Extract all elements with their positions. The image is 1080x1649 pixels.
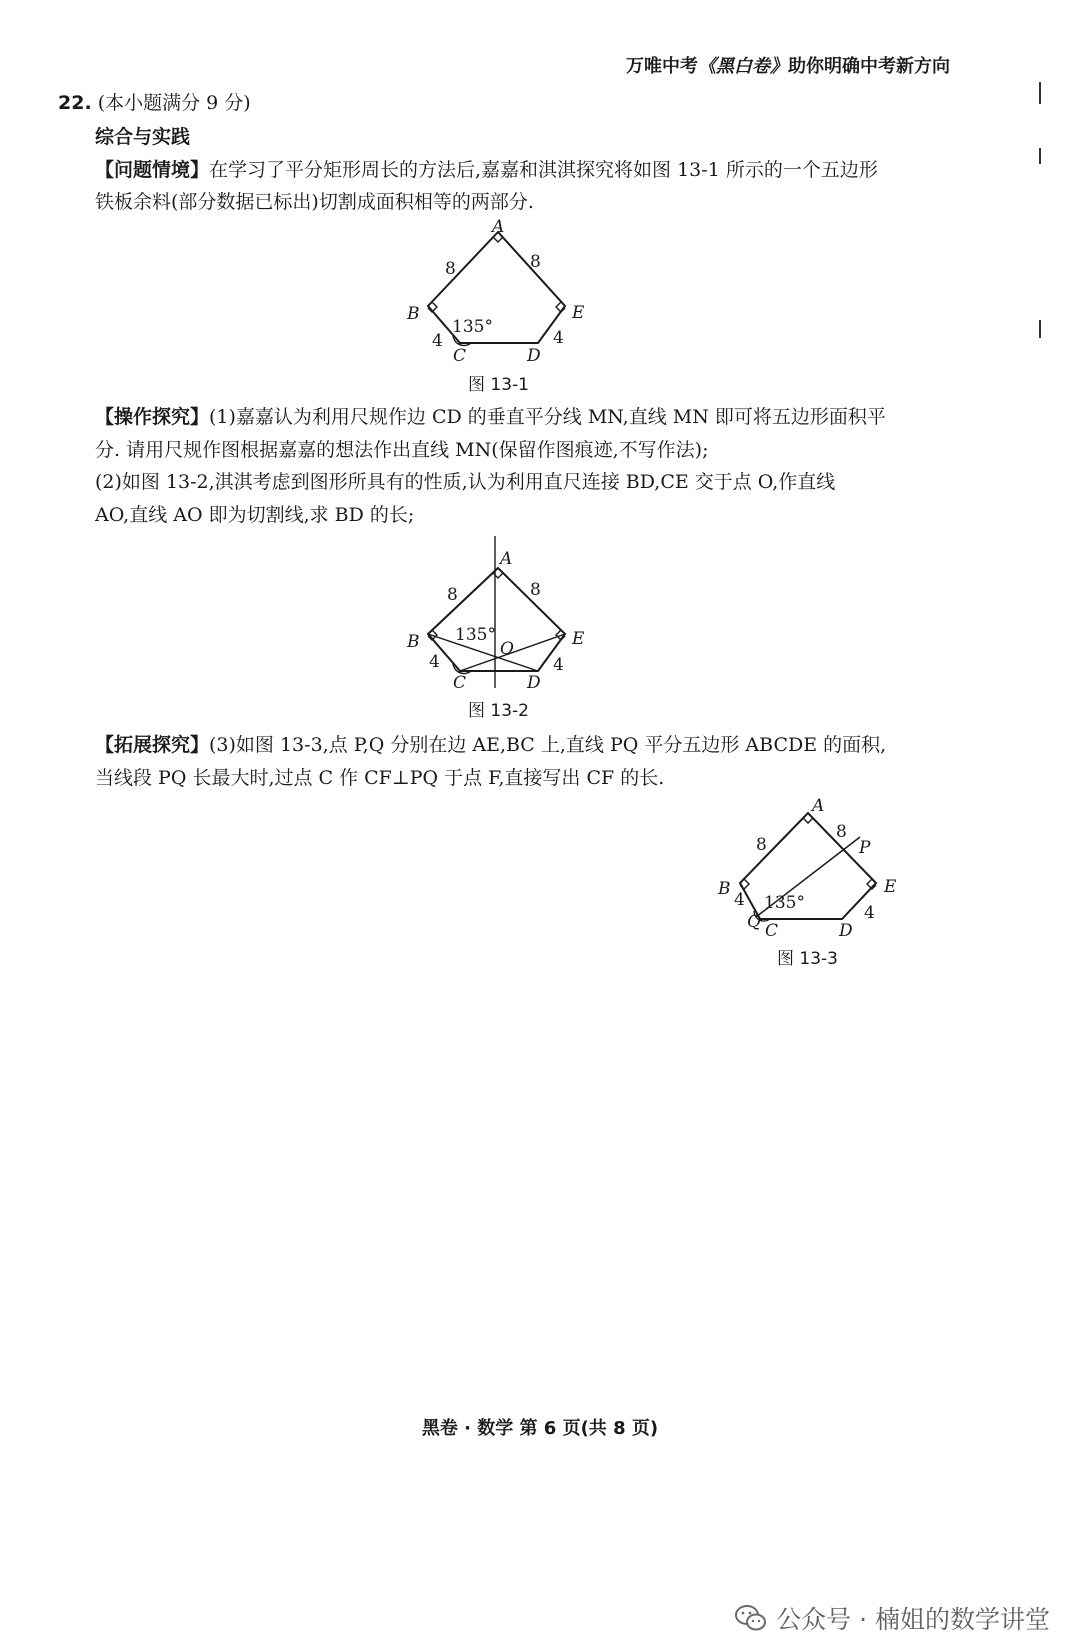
figure-13-2 (395, 530, 615, 695)
angle-label: 135° (455, 625, 496, 645)
header-prefix: 万唯中考 (626, 56, 698, 77)
figure-13-3-caption: 图 13-3 (777, 949, 838, 969)
vertex-e: E (572, 303, 585, 323)
operation-line-2: 分. 请用尺规作图根据嘉嘉的想法作出直线 MN(保留作图痕迹,不写作法); (95, 439, 709, 461)
situation-paragraph (95, 154, 878, 186)
length-ab: 8 (447, 585, 458, 605)
watermark-text: 公众号 · 楠姐的数学讲堂 (776, 1605, 1050, 1634)
figure-13-2-caption: 图 13-2 (468, 701, 529, 721)
page-footer: 黑卷 · 数学 第 6 页(共 8 页) (421, 1418, 659, 1439)
question-header (58, 87, 251, 119)
point-p: P (859, 838, 871, 858)
vertex-a: A (812, 796, 825, 816)
figure-13-1 (395, 217, 615, 372)
length-bc: 4 (429, 652, 440, 672)
operation-paragraph (95, 401, 886, 433)
length-de: 4 (553, 655, 564, 675)
page-header (626, 52, 950, 78)
header-suffix: 助你明确中考新方向 (788, 56, 950, 77)
operation-line-3: (2)如图 13-2,淇淇考虑到图形所具有的性质,认为利用直尺连接 BD,CE 交于点 O,作直线 (95, 471, 836, 493)
vertex-d: D (839, 921, 853, 941)
pentagon (428, 568, 565, 671)
question-number: 22. (58, 92, 92, 114)
question-score: (本小题满分 9 分) (97, 92, 251, 114)
vertex-a: A (492, 217, 505, 237)
watermark (734, 1600, 1050, 1636)
operation-tag: 【操作探究】 (95, 406, 210, 428)
vertex-d: D (527, 673, 541, 693)
situation-line-1: 在学习了平分矩形周长的方法后,嘉嘉和淇淇探究将如图 13-1 所示的一个五边形 (209, 159, 878, 181)
figure-13-1-caption: 图 13-1 (468, 375, 529, 395)
vertex-e: E (884, 877, 897, 897)
vertex-e: E (572, 629, 585, 649)
vertex-a: A (500, 549, 513, 569)
vertex-d: D (527, 346, 541, 366)
scan-edge-mark (1039, 320, 1041, 338)
vertex-b: B (407, 632, 420, 652)
length-ae: 8 (836, 822, 847, 842)
vertex-c: C (765, 921, 779, 941)
length-de: 4 (864, 903, 875, 923)
right-angle-mark-a (493, 237, 503, 242)
right-angle-mark-a (803, 818, 813, 823)
point-o: O (500, 639, 514, 659)
length-bc: 4 (432, 331, 443, 351)
length-ab: 8 (756, 835, 767, 855)
scan-edge-mark (1039, 82, 1041, 104)
extension-line-2: 当线段 PQ 长最大时,过点 C 作 CF⊥PQ 于点 F,直接写出 CF 的长. (95, 767, 665, 789)
vertex-c: C (453, 673, 467, 693)
length-ae: 8 (530, 252, 541, 272)
extension-paragraph (95, 729, 886, 761)
figure-13-3 (712, 795, 912, 945)
wechat-icon (734, 1603, 768, 1633)
extension-tag: 【拓展探究】 (95, 734, 210, 756)
pentagon (740, 813, 876, 919)
situation-line-2: 铁板余料(部分数据已标出)切割成面积相等的两部分. (95, 191, 534, 213)
pentagon (428, 232, 565, 343)
length-ae: 8 (530, 580, 541, 600)
length-de: 4 (553, 328, 564, 348)
vertex-b: B (718, 879, 731, 899)
scan-edge-mark (1039, 148, 1041, 164)
length-bc: 4 (734, 890, 745, 910)
operation-line-1: (1)嘉嘉认为利用尺规作边 CD 的垂直平分线 MN,直线 MN 即可将五边形面积平 (209, 406, 886, 428)
angle-label: 135° (452, 317, 493, 337)
vertex-c: C (453, 346, 467, 366)
header-brand: 《黑白卷》 (698, 56, 788, 77)
situation-tag: 【问题情境】 (95, 159, 210, 181)
length-ab: 8 (445, 259, 456, 279)
operation-line-4: AO,直线 AO 即为切割线,求 BD 的长; (95, 504, 415, 526)
extension-line-1: (3)如图 13-3,点 P,Q 分别在边 AE,BC 上,直线 PQ 平分五边形 ABCDE 的面积, (209, 734, 887, 756)
section-title: 综合与实践 (95, 126, 191, 148)
point-q: Q (747, 912, 761, 932)
vertex-b: B (407, 304, 420, 324)
angle-label: 135° (764, 893, 805, 913)
